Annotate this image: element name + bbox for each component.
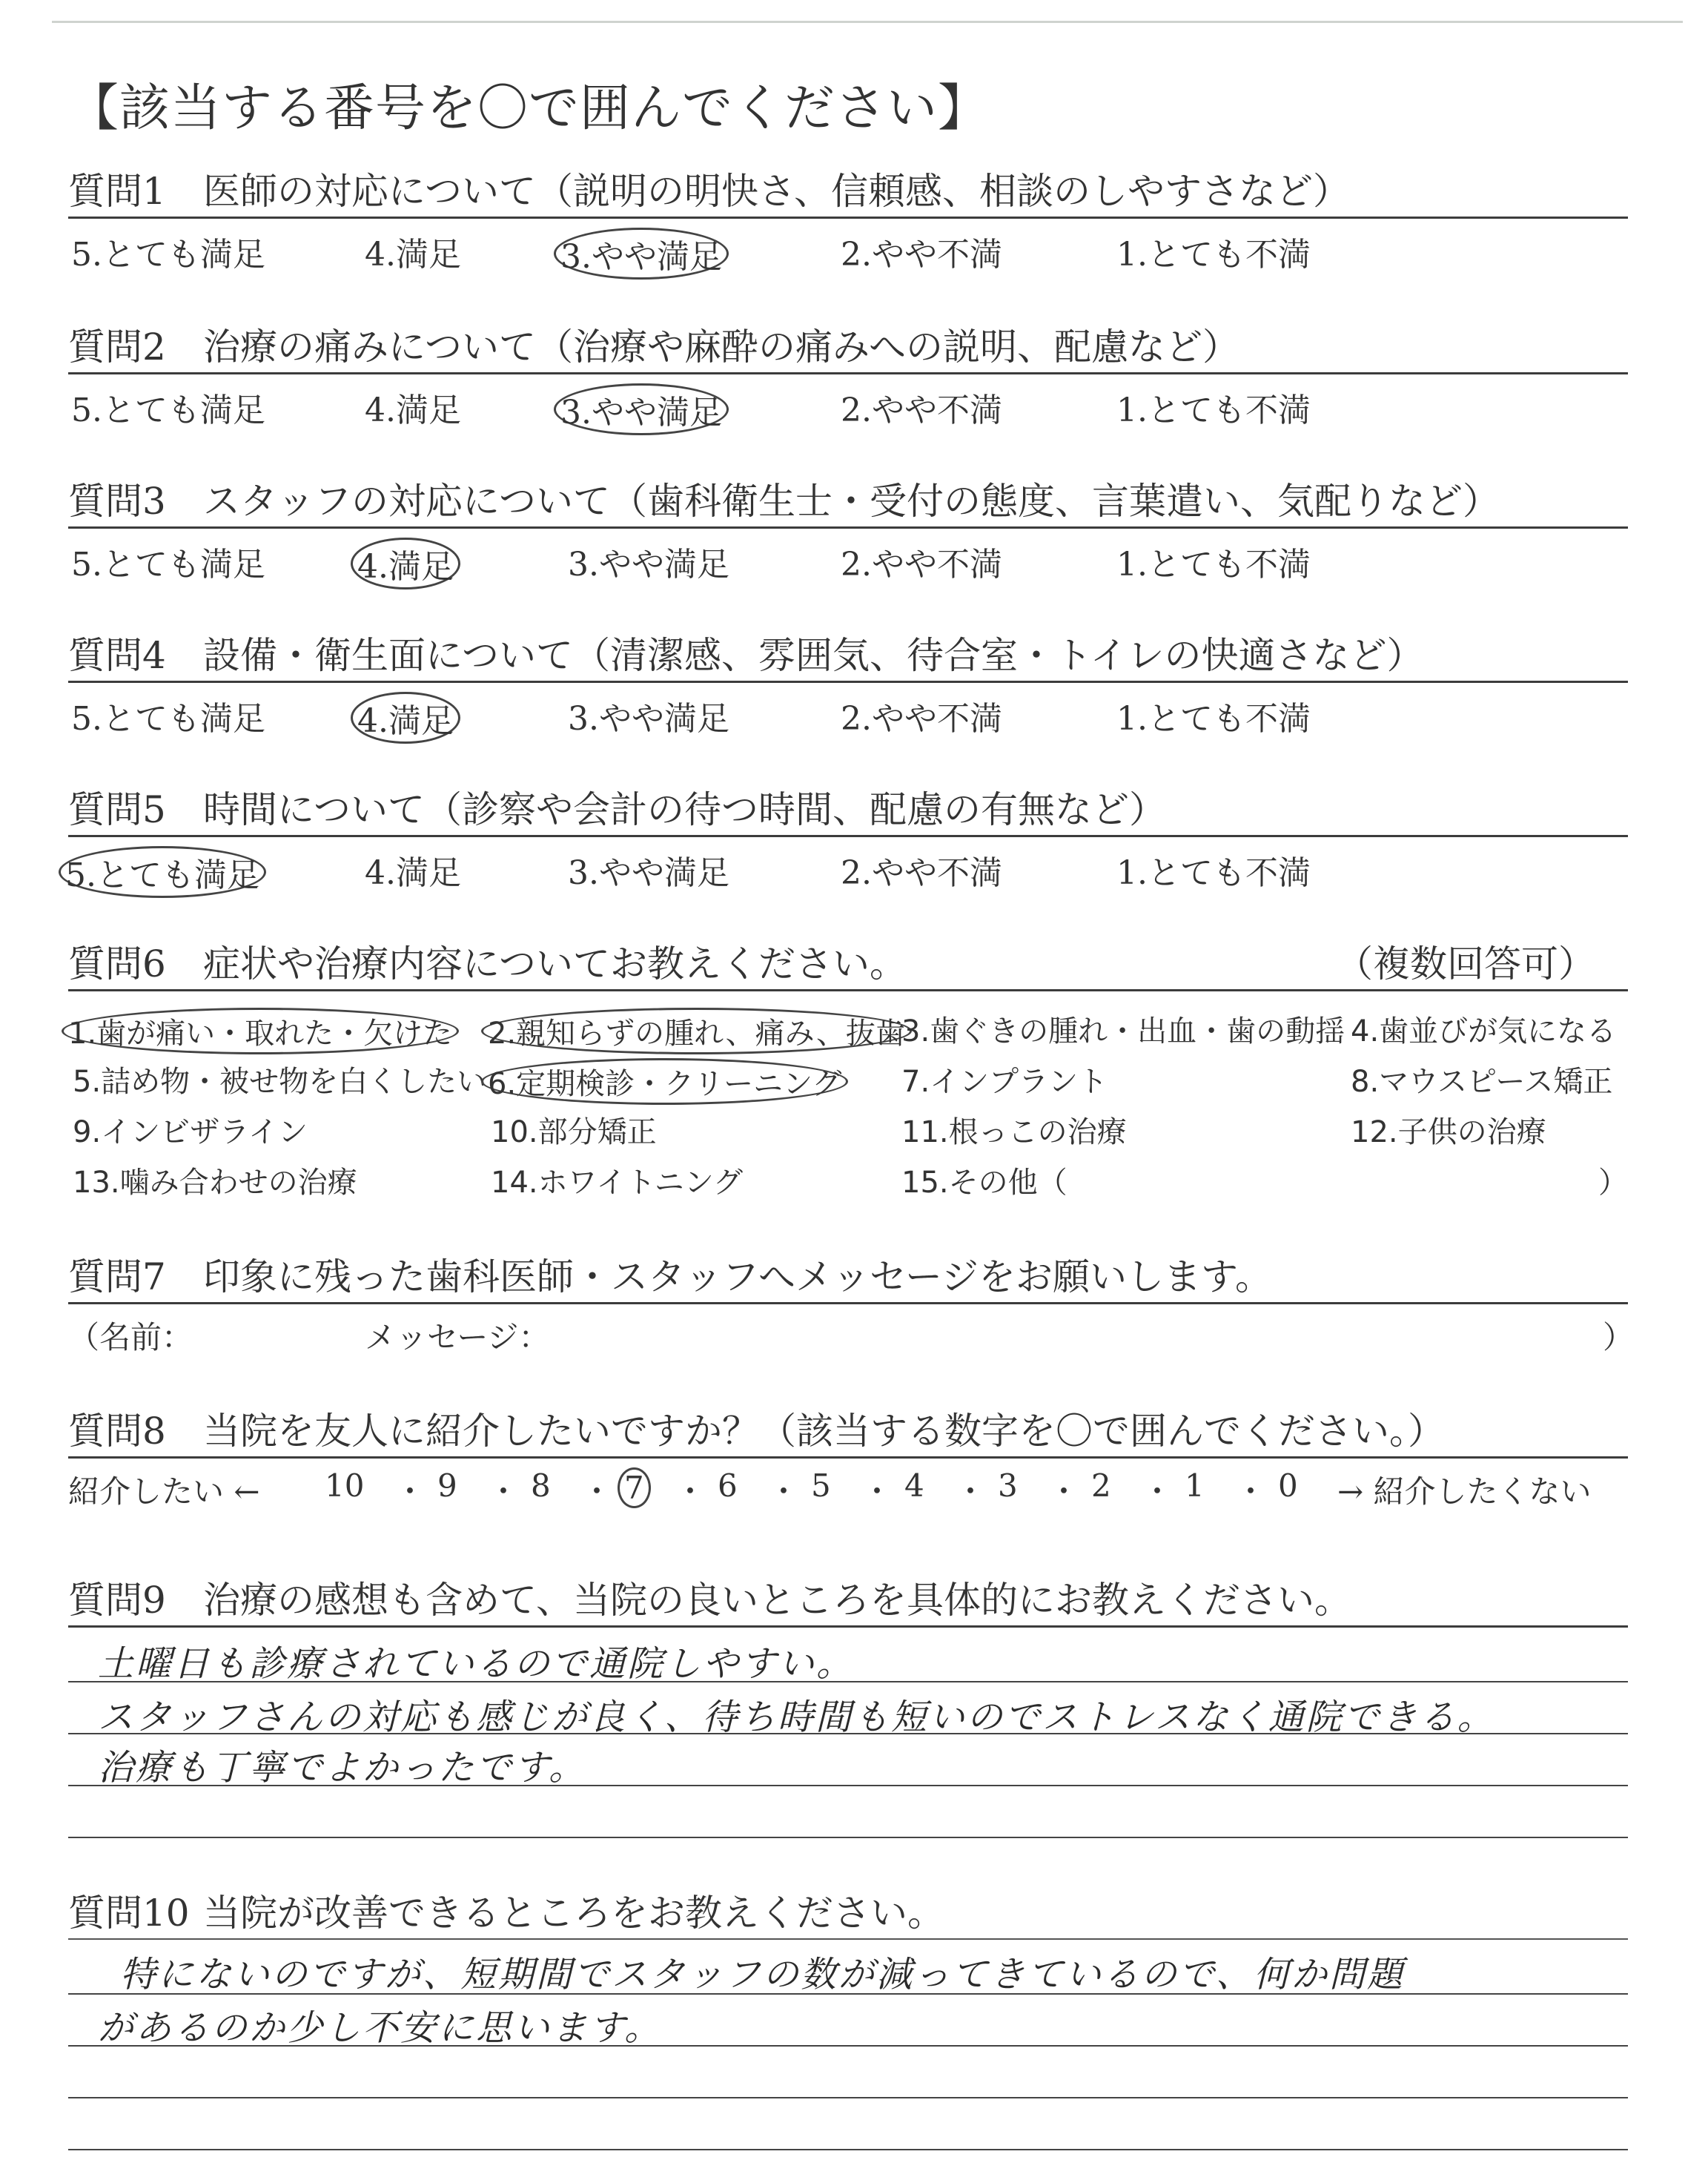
answer-rule [68,2045,1628,2047]
name-field-label[interactable]: （名前： [68,1319,193,1355]
question-number: 質問3 [68,480,166,523]
option-5[interactable]: 5.とても満足 [71,546,265,584]
scale-1[interactable]: 1 [1185,1467,1205,1504]
question-9 [68,1571,1628,1850]
symptom-item-13[interactable]: 13.噛み合わせの治療 [73,1166,357,1200]
option-5[interactable]: 5.とても満足 [71,700,265,738]
scale-4[interactable]: 4 [904,1467,924,1504]
question-text: 治療の感想も含めて、当院の良いところを具体的にお教えください。 [203,1579,1351,1622]
scale-dot: ・ [768,1473,800,1510]
other-close-paren: ） [1598,1166,1628,1200]
answer-rule [68,1681,1628,1682]
scale-dot: ・ [1142,1473,1174,1510]
question-3 [68,472,1628,586]
question-9-title [68,1571,1628,1625]
symptom-item-4[interactable]: 4.歯並びが気になる [1351,1014,1617,1048]
question-8 [68,1401,1628,1510]
question-1 [68,162,1628,276]
question-4-title [68,626,1628,681]
answer-rule [68,2149,1628,2150]
scale-dot: ・ [861,1473,893,1510]
option-3-selected[interactable]: 3.やや満足 [554,228,729,280]
option-3[interactable]: 3.やや満足 [568,700,729,738]
answer-area[interactable] [68,1628,1628,1850]
question-10-title [68,1883,1628,1938]
option-1[interactable]: 1.とても不満 [1116,236,1311,274]
rating-options [68,374,1628,432]
question-number: 質問8 [68,1410,166,1453]
answer-rule [68,1785,1628,1786]
option-1[interactable]: 1.とても不満 [1116,854,1311,892]
scale-dot: ・ [1235,1473,1267,1510]
scale-5[interactable]: 5 [811,1467,831,1504]
message-fields [68,1304,1635,1355]
question-number: 質問10 [68,1892,190,1935]
symptom-item-5[interactable]: 5.詰め物・被せ物を白くしたい [73,1065,487,1099]
symptom-item-14[interactable]: 14.ホワイトニング [491,1166,744,1200]
option-4[interactable]: 4.満足 [365,392,461,429]
question-text: 症状や治療内容についてお教えください。 [203,942,907,985]
option-4[interactable]: 4.満足 [365,236,461,274]
question-text: スタッフの対応について（歯科衛生士・受付の態度、言葉遣い、気配りなど） [203,480,1500,523]
scale-7-selected[interactable]: 7 [618,1467,651,1508]
symptom-checklist [68,991,1628,1200]
question-text: 設備・衛生面について（清潔感、雰囲気、待合室・トイレの快適さなど） [203,634,1424,677]
scale-left-label: 紹介したい ← [68,1473,260,1510]
option-1[interactable]: 1.とても不満 [1116,546,1311,584]
question-number: 質問7 [68,1255,166,1298]
question-8-title [68,1401,1628,1456]
scale-8[interactable]: 8 [531,1467,551,1504]
scale-right-label: → 紹介したくない [1337,1473,1592,1510]
question-4 [68,626,1628,740]
rating-options [68,219,1628,276]
symptom-item-12[interactable]: 12.子供の治療 [1351,1115,1546,1149]
answer-area[interactable] [68,1940,1628,2155]
question-number: 質問2 [68,326,166,369]
option-5[interactable]: 5.とても満足 [71,392,265,429]
scale-10[interactable]: 10 [325,1467,365,1504]
answer-rule [68,1733,1628,1734]
symptom-item-3[interactable]: 3.歯ぐきの腫れ・出血・歯の動揺 [901,1014,1345,1048]
symptom-item-15-other[interactable]: 15.その他（ [901,1166,1068,1200]
option-2[interactable]: 2.やや不満 [841,236,1002,274]
message-close-paren: ） [1603,1319,1635,1355]
symptom-item-2-selected[interactable]: 2.親知らずの腫れ、痛み、抜歯 [481,1008,912,1054]
question-number: 質問9 [68,1579,166,1622]
handwritten-answer-line: 治療も丁寧でよかったです。 [98,1747,587,1789]
message-field-label[interactable]: メッセージ： [365,1319,550,1355]
rating-options [65,837,1628,894]
question-7 [68,1247,1635,1355]
symptom-item-7[interactable]: 7.インプラント [901,1065,1108,1099]
scale-0[interactable]: 0 [1278,1467,1298,1504]
question-5-title [68,780,1628,835]
question-7-title [68,1247,1628,1302]
option-5[interactable]: 5.とても満足 [71,236,265,274]
option-3[interactable]: 3.やや満足 [568,854,729,892]
question-10 [68,1883,1628,2155]
option-4-selected[interactable]: 4.満足 [351,538,460,589]
option-5-selected[interactable]: 5.とても満足 [59,846,266,898]
option-2[interactable]: 2.やや不満 [841,854,1002,892]
symptom-item-1-selected[interactable]: 1.歯が痛い・取れた・欠けた [62,1008,459,1054]
question-text: 当院が改善できるところをお教えください。 [203,1892,944,1935]
multiple-answers-note: （複数回答可） [1336,942,1595,985]
question-text: 治療の痛みについて（治療や麻酔の痛みへの説明、配慮など） [203,326,1239,369]
question-2-title [68,317,1628,372]
option-3-selected[interactable]: 3.やや満足 [554,383,729,435]
scale-dot: ・ [581,1473,613,1510]
symptom-item-8[interactable]: 8.マウスピース矯正 [1351,1065,1613,1099]
page-heading: 【該当する番号を〇で囲んでください】 [68,79,990,138]
option-2[interactable]: 2.やや不満 [841,392,1002,429]
question-text: 医師の対応について（説明の明快さ、信頼感、相談のしやすさなど） [203,170,1350,213]
question-number: 質問1 [68,170,166,213]
question-number: 質問6 [68,942,166,985]
question-6-title [68,934,1628,989]
question-text: 当院を友人に紹介したいですか？（該当する数字を〇で囲んでください。） [203,1410,1445,1453]
question-text: 印象に残った歯科医師・スタッフへメッセージをお願いします。 [203,1255,1272,1298]
option-4-selected[interactable]: 4.満足 [351,692,460,744]
option-1[interactable]: 1.とても不満 [1116,392,1311,429]
symptom-item-10[interactable]: 10.部分矯正 [491,1115,657,1149]
option-3[interactable]: 3.やや満足 [568,546,729,584]
scale-dot: ・ [675,1473,706,1510]
question-5 [65,780,1628,894]
scale-9[interactable]: 9 [437,1467,457,1504]
recommend-scale [68,1459,1628,1510]
option-2[interactable]: 2.やや不満 [841,546,1002,584]
scale-2[interactable]: 2 [1091,1467,1111,1504]
answer-rule [68,2097,1628,2098]
question-1-title [68,162,1628,217]
answer-rule [68,1837,1628,1838]
question-3-title [68,472,1628,526]
question-number: 質問4 [68,634,166,677]
symptom-item-6-selected[interactable]: 6.定期検診・クリーニング [481,1058,848,1105]
handwritten-answer-line: スタッフさんの対応も感じが良く、待ち時間も短いのでストレスなく通院できる。 [98,1697,1495,1738]
question-2 [68,317,1628,432]
rating-options [68,683,1628,740]
rating-options [68,529,1628,586]
scale-dot: ・ [955,1473,987,1510]
answer-rule [68,1993,1628,1995]
handwritten-answer-line: 特にないのですが、短期間でスタッフの数が減ってきているので、何か問題 [120,1954,1406,1995]
question-6 [68,934,1628,1200]
scale-dot: ・ [394,1473,426,1510]
option-4[interactable]: 4.満足 [365,854,461,892]
option-1[interactable]: 1.とても不満 [1116,700,1311,738]
symptom-item-9[interactable]: 9.インビザライン [73,1115,308,1149]
scale-6[interactable]: 6 [718,1467,738,1504]
option-2[interactable]: 2.やや不満 [841,700,1002,738]
scale-dot: ・ [1048,1473,1080,1510]
handwritten-answer-line: があるのか少し不安に思います。 [98,2007,663,2049]
question-number: 質問5 [68,788,166,831]
symptom-item-11[interactable]: 11.根っこの治療 [901,1115,1127,1149]
scale-3[interactable]: 3 [998,1467,1018,1504]
page-top-border [52,21,1683,23]
scale-dot: ・ [488,1473,520,1510]
question-text: 時間について（診察や会計の待つ時間、配慮の有無など） [203,788,1166,831]
handwritten-answer-line: 土曜日も診療されているので通院しやすい。 [98,1643,855,1685]
